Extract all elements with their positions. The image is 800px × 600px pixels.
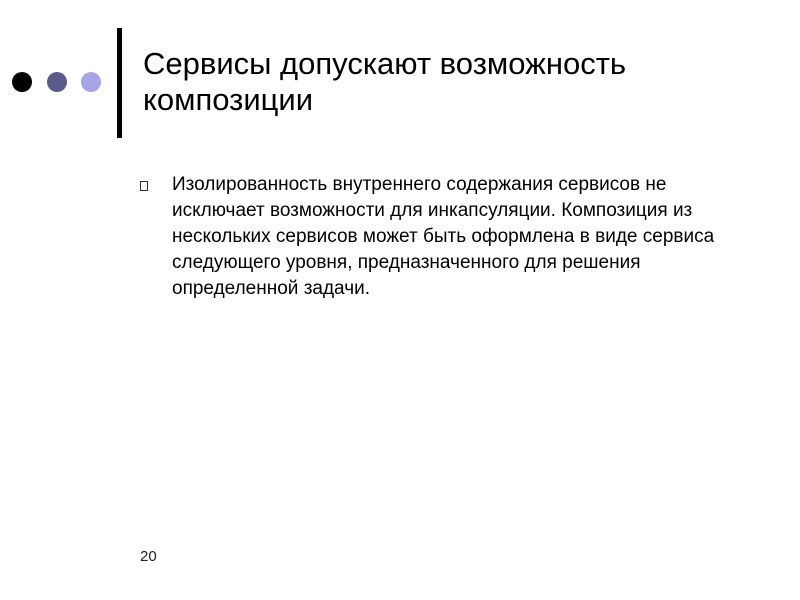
bullet-item [140, 172, 720, 302]
title-divider-bar [117, 28, 122, 138]
page-number: 20 [140, 548, 157, 565]
bullet-text: Изолированность внутреннего содержания сервисов не исключает возможности для инкапсуляции. Композиция из нескольких сервисов может быть оформлена в виде сервиса следующего уровня, предназначенного для решения определенной задачи. [172, 174, 715, 299]
decorative-dot-slate [47, 72, 67, 92]
square-bullet-icon [140, 181, 148, 191]
decorative-dot-black [12, 72, 32, 92]
decorative-dot-lavender [81, 72, 101, 92]
slide-title: Сервисы допускают возможность композиции [143, 46, 627, 117]
